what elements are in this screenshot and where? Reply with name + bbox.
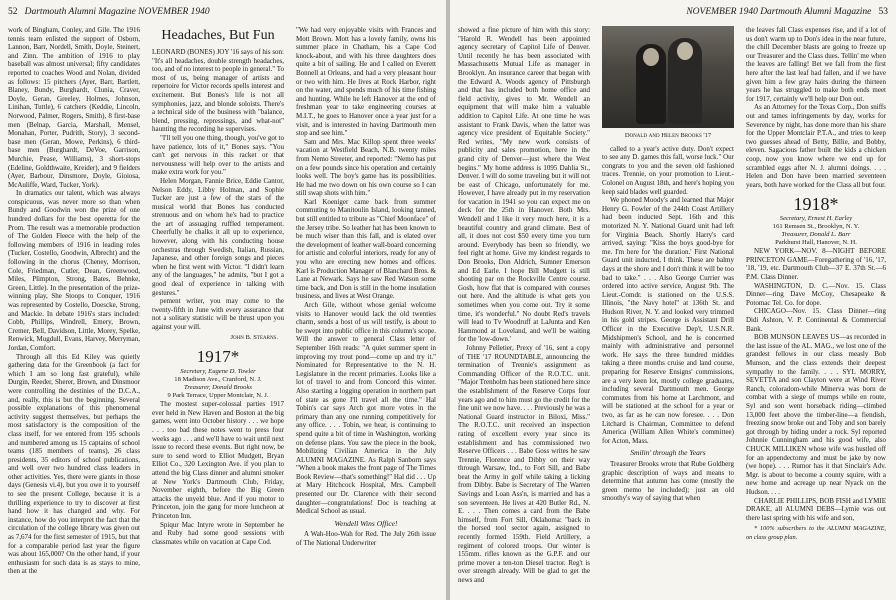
photo-face-donald: [677, 42, 693, 60]
secretary-address: 161 Remsen St., Brooklyn, N. Y.: [772, 223, 860, 231]
paragraph: We phoned Moody's and learned that Major Henry G. Fowler of the 244th Coast Artillery had been inducted Sept. 16th and this motorized N. Y. National Guard unit had left for Virginia Beach. Shortly Harry's card arrived, saying: "Kiss the boys good-bye for me. I'm here for 'the duration.' First National Guard unit inducted, I think. These are balmy days at the shore and I don't think it will be too bad to take." . . . Also George Currier was ordered into active service, August 9th. The Lieut.-Comdr. is stationed on the U.S.S. Illinois, "the Navy hotel" at 136th St. and Hudson River, N. Y. and looked very trimmed in his gold stripes. George is Assistant Drill Officer in the Executive Dep't, U.S.N.R. Midshipmen's School, and he is concerned mainly with administrative and personnel work. He says the three hundred middies taking a three months cruise and land course, preparing for Reserve Ensigns' commissions, are a very keen lot, mostly college graduates, including several Dartmouth men. George commutes from his home at Larchmont, and will be stationed at the school for a year or two, as far as he can now foresee. . . . Don Litchard is Chairman, Committee to defend America (William Allen White's committee) for Acton, Mass.: [602, 196, 734, 445]
left-page-number: 52: [8, 7, 18, 17]
paragraph: In dramatics our talent, which was always conspicuous, was never more so than when Bundy and Goodwin won the prize of one hundred dollars for the best operetta for the Prom. The result was a memorable production of The Golden Fleece with the help of the following members of 1916 in leading roles (Tucker, Costello, Goodwin, Albrecht) and the following in the chorus (Cheney, Morrison, Cole, Friedman, Cutler, Dean, Greenwood, Miles, Plimpton, Strong, Bates, Behnke, Green, Little). In the presentation of the prize-winning play, She Stoops to Conquer, 1916 was represented by Costello, Doescke, Strong, and Mackie. In debate 1916's stars included: Cobb, Phillips, Windrell, Emery, Brown, Cremer, Bell, Davidson, Little, Morey, Spelke, Renwick, Mugdull, Evans, Harvey, Merryman, Jordan, Comfort.: [8, 189, 140, 352]
treasurer-address: Parkhurst Hall, Hanover, N. H.: [775, 239, 857, 247]
paragraph: As an Attorney for the Texas Corp., Don sniffs out and tames infringements by day, works for Severence by night, has done more than his share for the Upper Montclair P.T.A., and tries to keep two guesses ahead of Betty, Billie, and Bobby, eleven. Sagacious father built the kids a chicken coop, now you know where we end up for scrambled eggs after N. J. alumni doings. . . . Helen and Don have been married seventeen years, both have worked for the Class all but four.: [746, 103, 886, 189]
left-page: [0, 0, 446, 600]
paragraph: A Wah-Hoo-Wah for Red. The July 26th issue of The National Underwriter: [296, 530, 436, 548]
class-heading: 1917*: [196, 347, 240, 367]
photo-caption: Donald and Helen Brooks '17: [624, 132, 712, 139]
photo-face-helen: [643, 48, 659, 66]
right-running-head: [686, 7, 888, 17]
left-column-1: [8, 26, 140, 596]
paragraph: "I'll tell you one thing, though, you've got to have patience, lots of it," Bones says. "You can't get nervous in this racket or that nervousness will help over to the artists and make extra work for you.": [152, 133, 284, 177]
paragraph: Treasurer Brooks wrote that Rube Goldberg graphic description of ways and means to determine that autumn has come (mostly the green memo he included); just an old smoothy's way of saying that when: [602, 459, 734, 503]
paragraph: The mostest super-colossal parties 1917 ever held in New Haven and Boston at the big games, went into October history . . . we hope . . . too bad these notes went to press four weeks ago . . . and we'll have to wait until next issue to record these events. But right now, be sure to send word to Elliot Mudgett, Bryan Elliot Co., 320 Lexington Ave. if you plan to attend the big Class dinner and alumni smoker at New York's Dartmouth Club, Friday, November eighth, before the Big Green attacks the unyeld blue. And if you motor to Princeton, join the gang for more luncheon at Princeton Inn.: [152, 400, 284, 520]
paragraph: Johnny Pelletier, Prexy of '16, sent a copy of THE '17 ROUNDTABLE, announcing the termination of Trennie's assignment as Commanding Officer of the R.O.T.C. unit. "Major Trenholm has been stationed here since the establishment of the Reserve Corps four years ago and to him must go the credit for the fine unit we now have. . . . Previously he was a National Guard instructor in Biloxi, Miss." The R.O.T.C. unit received an inspection rating of excellent every year since its establishment and has commissioned two Reserve Officers . . . Babe Goss writes he saw Trennie, Florence and Dibby on their way through Warsaw, Ind., to Fort Sill, and Babe beat the Army in golf while taking a licking from Dibby. Babe is Secretary of The Warren Savings and Loan Ass'n, is married and has a son seventeen. He lives at 420 Butler Rd., N. E. . . . Then comes a card from the Babe himself, from Fort Sill, Oklahoma: "back in the horsed tool sector again, assigned to recently formed 159th. Field Artillery, a regiment of colored troops. Our winter is 155mm. rifles known as the G.P.F. and our prime mover a ten-ton Diesel tractor. Reg't is over strength already. Will be glad to get the news and: [458, 343, 590, 584]
paragraph: the leaves fall Class expenses rise, and if a lot of us don't warm up to Don's idea in the near future, the chill December blasts are going to freeze up our Treasurer and the Class dues. Tellin' me when the leaves are falling! Bet we fall from the first here after the last leaf had fallen, and if we have given him a few gray hairs during the thirteen years he has struggled to make both ends meet for 1917, certainly we'll help our Don out.: [746, 26, 886, 103]
right-column-1: [458, 26, 590, 596]
paragraph: CHARLIE PHILLIPS, BOB FISH and LYMIE DRAKE, all ALUMNI DEBS—Lymie was out there last spring with his wife and son,: [746, 496, 886, 522]
class-heading: 1918*: [793, 194, 839, 215]
paragraph: pement writer, you may come to the twenty-fifth in June with every assurance that not a solitary statistic will be thrust upon you against your will.: [152, 297, 284, 331]
class-secretary: Secretary, Eugene D. Towler: [180, 368, 256, 376]
paragraph: LEONARD (BONES) JOY '16 says of his son: "It's all headaches, double strength headaches, too, and of no interest to people in general." To most of us, being manager of artists and repertoire for Victor records spells interest and excitement. But Bones's life is not all symphonies, jazz, and blonde soloists. There's a technical side of the business with "balance, blend, pressing, repressings, and what-not" haunting the recording he supervises.: [152, 48, 284, 134]
paragraph: showed a fine picture of him with this story: "Harold R. Wendell has been appointed agency secretary of Capitol Life of Denver. Until recently he has been associated with Massachusetts Mutual Life as manager in Brooklyn. An insurance career that began with the Edward A. Woods agency of Pittsburgh and that has included both home office and field activity, gives to Mr. Wendell an equipment that will make him a valuable addition to Capitol Life. At one time he was assistant to Frank Davis, when the latter was agency vice president of Equitable Society." Red writes, "My new work consists of publicity and sales promotion, here in the grand city of Denver—just where the West begins." My home address is 1095 Dahlia St., Denver. I will do some traveling but it will not be east of Chicago, unfortunately for me. However, I have already put in my reservation for vacation in 1941 so you can expect me on deck for the 25th in Hanover. Both Mrs. Wendell and I like it very much here, it is a beautiful country and grand climate. Best of all, it does not cost $50 every time you turn around. Everybody has been so friendly, we feel right at home. Give my kindest regards to Don Brooks, Don Aldrich, Sumner Emerson and Ed Earle. I hope Bill Mudgett is still shooting par on the Rockville Centre course. Gosh, how flat that is compared with courses out here. And the altitude is what gets you sometimes when you come out. Try it some time, it's wonderful." No doubt Red's travels will lead to Tv Woodruff at LaJunta and Ken Hammond at Loveland, and we'll be waiting for the 'low-down.': [458, 26, 590, 344]
paragraph: Karl Koeniger came back from summer commuting to Manitoulin Island, looking tanned, but still entitled to tribute as "Chief Moonface" of the Jersey tribe. So leather hat has been known to be much wiser than this fall, and is elated over the development of leather wall-board concerning for artistic and colorful interiors, ready for any of you who are erecting new homes and offices. Karl is Production Manager of Blanchard Bros. & Lane at Newark. Says he saw Red Watson some time back, and Don is still in the home insulation business, and lives at West Orange.: [296, 197, 436, 301]
class-treasurer: Treasurer, Donald Brooks: [184, 384, 252, 392]
right-column-2: [602, 26, 734, 596]
paragraph: Arch Gile, without whose genial welcome visits to Hanover would lack the old twenties charm, sends a host of us will testify, is about to be swept into public office in this column's scope. Will the answer to general Class letter of September 16th reads: "A quiet summer spent in improving my trout pond—come up and try it." Nominated for Representative to the N. H. Legislature in the recent primaries. Looks like a lot of travel to and from Concord this winter. Also starting a logging operation in northern part of state as gone I'll travel all the time." Hal Tobin's car says Arch got more votes in the primary than any one running competitively for any office. . . . Tobin, we hear, is continuing to spend quite a bit of time in Washington, working on defense plans. You saw the piece in the book, Mobilizing Civilian America in the July ALUMNI MAGAZINE. As Ralph Sanborn says "When a book makes the front page of The Times Book Review—that's something!" Hal did . . . Up at Mary Hitchcock Hospital, Mrs. Campbell presented our Dr. Clarence with their second daughter—congratulations! Doc is teaching at Medical School as usual.: [296, 301, 436, 516]
author-signature: John B. Stearns.: [230, 333, 278, 341]
paragraph: CHICAGO—Nov. 15. Class Dinner—ring Didi Ashton, V. P. Continental & Commercial Bank.: [746, 307, 886, 333]
right-page-number: 53: [878, 7, 888, 17]
right-page: [450, 0, 896, 600]
footnote: * 100% subscribers to the ALUMNI MAGAZINE, on class group plan.: [746, 525, 886, 541]
article-headline: Headaches, But Fun: [161, 28, 275, 43]
left-running-title: Dartmouth Alumni Magazine NOVEMBER 1940: [24, 7, 210, 17]
paragraph: Through all this Ed Kiley was quietly gathering data for the Greenbook (a fact for which I am so long fast grateful), while Durgin, Reeder, Sherer, Brown, and Dinsmoor were controlling the destinies of the D.C.A., and, really, this is but the beginning. Several possible explanations of this phenomenal activity suggest themselves, but perhaps the most satisfactory is the composition of the class itself, for we entered from 195 schools and numbered among us 15 captains of school teams (185 members of teams), 26 class presidents, 35 editors of school publications, and well over two hundred class leaders in other activities. Yes, there were giants in those days (Genesis vi.4), but you owe it to yourself to see the present College, because it is a thrilling experience to try to discover at first hand how it has changed and why. For instance, how do you interpret the fact that the circulation of the college library was given out as 7,674 for the first semester of 1915, but that for a comparable period last year the figure was about 165,000? On the other hand, if your enthusiasm for such data is as stays to mine, then at the: [8, 352, 140, 576]
paragraph: work of Bingham, Conley, and Gile. The 1916 tennis team enlisted the support of Osborn, Lannon, Barr, Nordell, Smith, Doyle, Steinert, and Zinn. The ambition of 1916 to play baseball was almost universal; fifty candidates reported to coaches Wood and Nolan, divided as follows: 15 pitchers (Ayer, Barr, Bartlett, Blaney, Bundy, Burghardt, Clunia, Craver, Doyle, Geran, Greeley, Holmes, Johnson, Linihan, Tuttle), 6 catchers (Keddie, Lincoln, Norwood, Palmer, Rogers, Smith), 8 first-base men (Belnap, Garcia, Marshall, Mensel, Monahan, Porter, Pudrith, Story), 3 second-base men (Geran, Mowe, Perkins), 6 third-base men (Burghardt, DeVoe, Garrison, Murchie, Pease, Williams), 3 short-stops (Edeline, Goldthwaite, Kreider), and 9 fielders (Ayer, Barbour, Dinsmore, Doyle, Gioiosa, McAuliffe, Ward, Tucker, York).: [8, 26, 140, 189]
paragraph: BOB MUNSON LEAVES US—as recorded in the last issue of the AL. MAG., we lost one of the grandest fellows in our class measly Bob Munson, and the class extends their deepest sympathy to the family. . . . SYL MORRY, SEVETTA and son Clayton were at Wind River Ranch, coloradom-while Minerva was born de combat with a siege of mumps while en route, Syl and son went horseback riding—climbed 13,000 feet above the timber-line—a fiendish, freezing snow broke out and Toby and son barely got through by hiding under a rock. Syl reported Johnnie Cunningham and his good wife, also CHUCK MILLIKEN whose wife was hustled off for an appendectomy and must be jake by now (we hope). . . . Rumor has it that Sinclair's Adv. Mgr. is about to become a county squire, with a new home and acreage up near Nyack on the Hudson. . . .: [746, 333, 886, 496]
section-subhead: Wendell Wins Office!: [334, 518, 398, 528]
paragraph: called to a year's active duty. Don't expect to see any D. games this fall, worse luck." Our congrats to you and the seven old fashioned traces. Trennie, on your promotion to Lieut.-Colonel on August 18th, and here's hoping you keep said blades well guarded.: [602, 144, 734, 196]
right-column-3: [746, 26, 886, 596]
section-subhead: Smilin' through the Years: [630, 448, 706, 458]
treasurer-address: 9 Park Terrace, Upper Montclair, N. J.: [167, 392, 269, 400]
left-column-3: [296, 26, 436, 596]
class-treasurer: Treasurer, Donald L. Barr: [781, 231, 851, 239]
left-column-2: [152, 26, 284, 596]
left-running-head: [8, 7, 210, 17]
paragraph: "We had very enjoyable visits with Frances and Mott Brown. Mott has a lovely family, owns his summer place in Chatham, his a Cape Cod knock-about, and with his three daughters does quite a bit of sailing. He and I called on Everett Bonnell at Orleans, and had a very pleasant hour or two with him. He lives at Rock Harbor, right on the water, and spends much of his time fishing and hunting. While he left Hanover at the end of freshman year to take engineering courses at M.I.T., he goes to Hanover once a year just for a visit, and is interested in having Dartmouth men stop and see him.": [296, 26, 436, 138]
right-running-title: NOVEMBER 1940 Dartmouth Alumni Magazine: [686, 7, 872, 17]
secretary-address: 18 Madison Ave., Cranford, N. J.: [174, 376, 262, 384]
paragraph: Helen Morgan, Fannie Brice, Eddie Cantor, Nelson Eddy, Libby Holman, and Sophie Tucker are just a few of the stars of the musical world that Bones has conducted strenuous and on whom he's had to practice the art of assuaging ruffled temperament. Cheerfully he chalks it all up to experience, however, along with his conducting house orchestras through Swedish, Italian, Russian, Japanese, and other foreign songs and pieces when he first went with Victor. "I didn't learn any of the languages," he admits, "but I got a good deal of experience in talking with gestures.": [152, 176, 284, 297]
paragraph: NEW YORK—NOV. 8—NIGHT BEFORE PRINCETON GAME—Foregathering of '16, '17, '18, '19, etc. Dartmouth Club—37 E. 37th St.—6 P.M. Class Dinner.: [746, 247, 886, 282]
paragraph: Spiqur Mac Intyre wrote in September he and Ruby had some good sessions with classmates while on vacation at Cape Cod.: [152, 520, 284, 546]
brooks-photo: [602, 26, 734, 128]
paragraph: Sam and Mrs. Mac Killop spent three weeks' vacation at Westfield Beach, N.B. twenty miles from Nemo Streeter, and reported: "Nemo has put on a few pounds since his operation and certainly looks well. The boy's game has its possibilities. He had me two down on his own course so I can still swap shots with him.": [296, 137, 436, 198]
paragraph: WASHINGTON, D. C.—Nov. 15. Class Dinner—ring Dave McCoy, Chesapeake & Potomac Tel. Co. for dope.: [746, 281, 886, 307]
class-secretary: Secretary, Ernest H. Earley: [779, 215, 853, 223]
